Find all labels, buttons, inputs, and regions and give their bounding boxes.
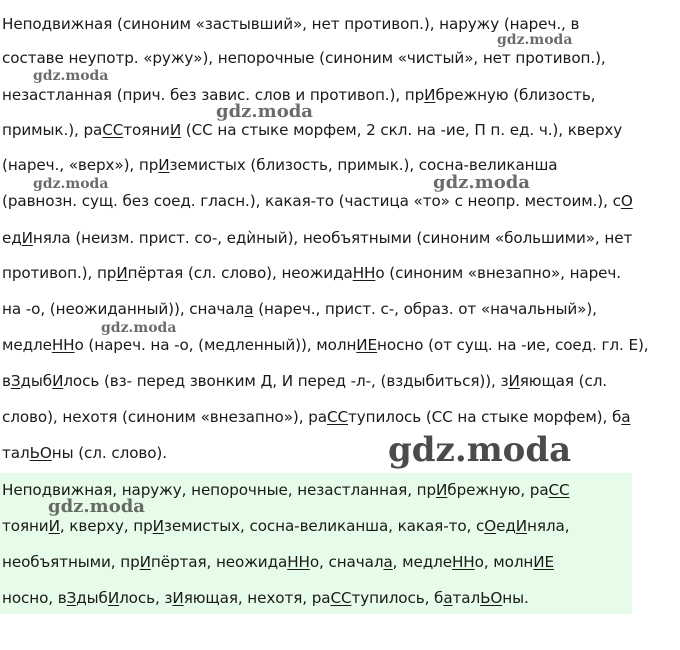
- watermark: gdz.moda: [48, 496, 145, 517]
- text-run: тал: [452, 589, 481, 607]
- text-run: лось (вз- перед звонким Д, И перед -л-, (вздыбиться)), з: [63, 372, 509, 390]
- analysis-line: [2, 227, 632, 249]
- analysis-line: [2, 370, 607, 392]
- text-run: брежную, ра: [447, 481, 549, 499]
- analysis-line: [2, 262, 621, 284]
- underlined-letter: И: [424, 86, 436, 104]
- analysis-line: [2, 190, 633, 212]
- analysis-line: [2, 406, 630, 428]
- underlined-letter: СС: [102, 121, 124, 139]
- underlined-letter: И: [515, 517, 528, 535]
- text-run: носно, в: [2, 589, 67, 607]
- text-run: , медле: [392, 553, 452, 571]
- underlined-letter: НН: [287, 553, 310, 571]
- text-run: яющая (сл.: [519, 372, 608, 390]
- watermark: gdz.moda: [497, 32, 573, 48]
- underlined-letter: ЬО: [480, 589, 503, 607]
- text-run: тал: [2, 444, 30, 462]
- text-run: ед: [2, 229, 22, 247]
- text-run: (нареч., прист. с-, образ. от «начальный»),: [253, 300, 597, 318]
- text-run: тупилось (СС на стыке морфем), б: [347, 408, 622, 426]
- text-run: дыб: [20, 372, 53, 390]
- watermark: gdz.moda: [216, 101, 313, 122]
- underlined-letter: И: [139, 553, 151, 571]
- underlined-letter: И: [436, 481, 448, 499]
- text-run: примык.), ра: [2, 121, 103, 139]
- text-run: в: [2, 372, 11, 390]
- underlined-letter: И: [116, 264, 128, 282]
- text-run: ед: [496, 517, 516, 535]
- text-run: ны.: [502, 589, 529, 607]
- text-run: противоп.), пр: [2, 264, 117, 282]
- answer-line: [2, 515, 569, 537]
- watermark-large: gdz.moda: [388, 430, 572, 470]
- analysis-line: [2, 442, 167, 464]
- text-run: пёртая, неожида: [150, 553, 288, 571]
- text-run: ны (сл. слово).: [51, 444, 167, 462]
- underlined-letter: И: [169, 121, 182, 139]
- underlined-letter: а: [443, 589, 453, 607]
- underlined-letter: И: [48, 517, 60, 535]
- text-run: брежную (близость,: [435, 86, 596, 104]
- underlined-letter: НН: [352, 264, 376, 282]
- text-run: тояни: [123, 121, 170, 139]
- text-run: тояни: [2, 517, 49, 535]
- text-run: о (нареч. на -о, (медленный)), молн: [74, 336, 357, 354]
- text-run: земистых, сосна-великанша, какая-то, с: [163, 517, 485, 535]
- underlined-letter: О: [484, 517, 497, 535]
- answer-line: [2, 587, 529, 609]
- underlined-letter: И: [21, 229, 33, 247]
- analysis-line: [2, 119, 622, 141]
- text-run: (нареч., «верх»), пр: [2, 156, 159, 174]
- underlined-letter: ИЕ: [533, 553, 555, 571]
- underlined-letter: И: [158, 156, 170, 174]
- underlined-letter: а: [244, 300, 254, 318]
- underlined-letter: И: [152, 517, 164, 535]
- text-run: пёртая (сл. слово), неожида: [127, 264, 353, 282]
- underlined-letter: ИЕ: [356, 336, 378, 354]
- watermark: gdz.moda: [33, 68, 109, 84]
- text-run: о (синоним «внезапно», нареч.: [375, 264, 622, 282]
- text-run: медле: [2, 336, 52, 354]
- text-run: , кверху, пр: [59, 517, 153, 535]
- underlined-letter: И: [172, 589, 184, 607]
- analysis-line: [2, 334, 649, 356]
- underlined-letter: И: [508, 372, 520, 390]
- text-run: земистых (близость, примык.), сосна-великанша: [169, 156, 558, 174]
- text-run: незастланная (прич. без завис. слов и противоп.), пр: [2, 86, 425, 104]
- text-run: (СС на стыке морфем, 2 скл. на -ие, П п. ед. ч.), кверху: [181, 121, 623, 139]
- text-run: няла,: [527, 517, 570, 535]
- text-run: составе неупотр. «ружу»), непорочные (синоним «чистый», нет противоп.),: [2, 49, 606, 67]
- underlined-letter: О: [620, 192, 633, 210]
- underlined-letter: НН: [51, 336, 75, 354]
- text-run: няла (неизм. прист. со-, едѝный), необъятными (синоним «большими», нет: [32, 229, 633, 247]
- text-run: слово), нехотя (синоним «внезапно»), ра: [2, 408, 327, 426]
- underlined-letter: СС: [330, 589, 352, 607]
- underlined-letter: СС: [548, 481, 570, 499]
- underlined-letter: З: [66, 589, 77, 607]
- answer-line: [2, 551, 554, 573]
- underlined-letter: НН: [451, 553, 475, 571]
- text-run: (равнозн. сущ. без соед. гласн.), какая-то (частица «то» с неопр. местоим.), с: [2, 192, 621, 210]
- underlined-letter: а: [383, 553, 393, 571]
- watermark: gdz.moda: [101, 320, 177, 336]
- text-run: Неподвижная (синоним «застывший», нет противоп.), наружу (нареч., в: [2, 15, 580, 33]
- text-run: необъятными, пр: [2, 553, 140, 571]
- underlined-letter: З: [10, 372, 21, 390]
- underlined-letter: а: [621, 408, 631, 426]
- analysis-line: [2, 13, 579, 35]
- watermark: gdz.moda: [433, 172, 530, 193]
- analysis-line: [2, 47, 606, 69]
- text-run: о, молн: [474, 553, 534, 571]
- underlined-letter: ЬО: [29, 444, 52, 462]
- text-run: дыб: [76, 589, 108, 607]
- text-run: лось, з: [119, 589, 173, 607]
- text-run: о, сначал: [309, 553, 384, 571]
- text-run: носно (от сущ. на -ие, соед. гл. Е),: [377, 336, 649, 354]
- analysis-line: [2, 298, 597, 320]
- text-run: тупилось, б: [351, 589, 444, 607]
- watermark: gdz.moda: [33, 176, 109, 192]
- underlined-letter: И: [52, 372, 64, 390]
- underlined-letter: И: [107, 589, 120, 607]
- text-run: на -о, (неожиданный)), сначал: [2, 300, 245, 318]
- underlined-letter: СС: [326, 408, 348, 426]
- text-run: яющая, нехотя, ра: [183, 589, 331, 607]
- text-run: Неподвижная, наружу, непорочные, незастланная, пр: [2, 481, 437, 499]
